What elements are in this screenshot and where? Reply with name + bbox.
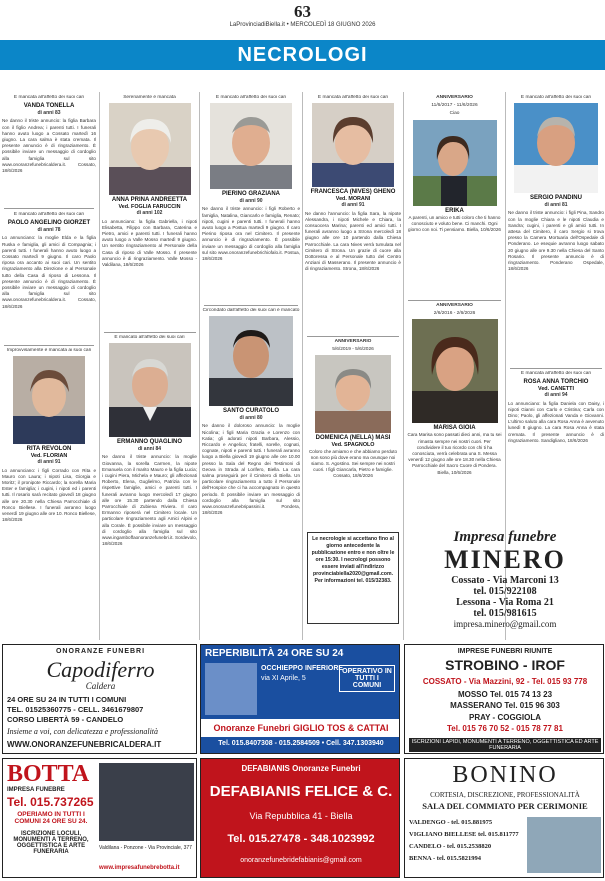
bonino-line-4: VIGLIANO BIELLESE tel. 015.811777 — [409, 831, 519, 838]
obituary-name: ROSA ANNA TORCHIO — [523, 379, 589, 386]
minero-title: Impresa funebre — [453, 529, 557, 545]
obituary-tonella — [2, 95, 96, 217]
defabianis-phone: Tel. 015.27478 - 348.1023992 — [227, 833, 375, 845]
obituary-age: di anni 91 — [341, 202, 365, 209]
bonino-name: BONINO — [452, 762, 558, 788]
obituary-ved: Ved. FLORIAN — [30, 453, 68, 460]
obituary-age: di anni 102 — [136, 210, 163, 217]
obituary-name: RITA REVOLON — [26, 446, 72, 453]
caldera-top: ONORANZE FUNEBRI — [55, 648, 146, 655]
anniversary-text: Coloro che amiamo e che abbiamo perduto non sono più dove erano ma ovunque noi siamo. S. Agostino. Sei sempre nei nostri cuori. I figli Giancarla, Pietro e famiglie. Cossato, 18/6/2026 — [308, 448, 398, 479]
obituary-gheno — [305, 95, 401, 335]
obituary-age: di anni 80 — [239, 415, 263, 422]
column-divider — [99, 92, 100, 640]
column-divider — [302, 92, 303, 640]
bonino-line-1: CORTESIA, DISCREZIONE, PROFESSIONALITÀ — [430, 791, 580, 799]
strobino-line-2: MOSSO Tel. 015 74 13 23 — [457, 690, 553, 699]
divider — [408, 300, 501, 301]
obituary-name: ERMANNO QUAGLINO — [117, 439, 182, 446]
obituary-quaglino — [102, 335, 197, 638]
botta-line-2: ISCRIZIONE LOCULI, MONUMENTI A TERRENO, OGGETTISTICA E ARTE FUNERARIA — [13, 831, 89, 855]
botta-name: BOTTA — [7, 761, 90, 787]
defabianis-top: DEFABIANIS Onoranze Funebri — [241, 764, 361, 773]
caldera-line-4: Insieme a voi, con delicatezza e professionalità — [7, 727, 159, 736]
section-banner: NECROLOGI — [0, 40, 605, 70]
caldera-ad — [2, 644, 197, 754]
strobino-line-3: MASSERANO Tel. 015 96 303 — [450, 701, 560, 710]
page-number: 63 — [294, 2, 311, 21]
obituary-name: PAOLO ANGELINO GIORZET — [7, 220, 91, 227]
portrait-photo — [210, 103, 292, 189]
bonino-building-photo — [527, 817, 601, 873]
obituary-text: Ne danno il triste annuncio: i figli Roberto e famiglia, Natalina, Giancarlo e famiglia, Renato; nipoti, cugini e parenti tutti. I funerali hanno avuto luogo a Postua martedì 9 giugno. Il caro Pierino riposa ora nel Cimitero. Il presente annuncio è di ringraziamento. È possibile inviare un messaggio di cordoglio alla famiglia sul sito www.onoranzefunebrichiofalo.it. Postua, 18/6/2026 — [202, 206, 300, 262]
divider — [4, 345, 94, 346]
anniversary-ved: Ved. SPAGNOLO — [331, 442, 375, 449]
giglio-line-1: REPERIBILITÀ 24 ORE SU 24 — [205, 648, 344, 659]
botta-line-3: Valdilana - Ponzone - Via Provinciale, 377 — [99, 845, 192, 851]
giglio-badge: OPERATIVO IN TUTTI I COMUNI — [339, 665, 395, 692]
anniversary-name: MARISA GIOIA — [433, 425, 476, 432]
divider — [510, 368, 602, 369]
caldera-sub: Caldera — [85, 681, 116, 691]
defabianis-name: DEFABIANIS FELICE & C. — [209, 783, 393, 800]
minero-ad — [406, 527, 604, 631]
portrait-photo — [109, 103, 191, 195]
portrait-photo — [514, 103, 598, 193]
anniversary-kicker: ANNIVERSARIO — [436, 95, 473, 100]
obituary-text: Ne danno il triste annuncio: i figli Pina, Sandro con la moglie Chiara e le nipoti Claudia e Sandra; cugini, i parenti e gli amici tutti. In attesa del Cimitero, il caro Sergio si trova presso la Camera Mortuaria dell'Ospedale di Ponderano. Le esequie avranno luogo sabato 20 giugno alle ore 9.30 nella Chiesa del Santo Rosario. Il presente annuncio è di ringraziamento. Ponderano Ospedale, 18/6/2026 — [508, 210, 604, 272]
botta-website: www.impresafunebrebotta.it — [99, 865, 180, 871]
defabianis-email: onoranzefunebridefabianis@gmail.com — [240, 857, 362, 864]
obituary-age: di anni 84 — [137, 446, 162, 453]
obituary-text: Lo annunciano: i figli Corrado con Rita e Mauro con Laura; i nipoti Lisa, Giorgia e Moritz; il pronipote Riccardo; la sorella Maria Ester e famiglia; i cugini, i nipoti ed i parenti tutti. Il rosario sarà recitato giovedì 18 giugno alle ore 20.30 nella Chiesa Parrocchiale di Ronco Biellese. I funerali avranno luogo venerdì 19 giugno alle ore 10. Ronco Biellese, 18/6/2026 — [2, 467, 96, 523]
obituary-text: Lo annunciano: la moglie Elda e la figlia Ruska e famiglia, gli amici di Compagnia; i parenti tutti. I funerali hanno avuto luogo a Cossato martedì 9 giugno. Il caro Paolo riposa ora accanto ai suoi cari. Un sentito ringraziamento alla Direzione e al Personale tutto della Casa di riposo di Lessona. Il presente annuncio è di ringraziamento. È possibile inviare un messaggio di cordoglio alla famiglia sul sito www.onoranzefunebricaldera.it. Cossato, 18/6/2026 — [2, 235, 96, 309]
obituary-kicker: È mancato all'affetto dei suoi cari — [114, 335, 185, 340]
strobino-line-1: COSSATO - Via Mazzini, 92 - Tel. 015 93 778 — [422, 677, 588, 686]
bonino-line-5: CANDELO - tel. 015.2538820 — [409, 843, 492, 850]
anniversary-dates: 2/6/2016 - 2/6/2026 — [433, 311, 476, 317]
obituary-name: PIERINO GRAZIANA — [221, 191, 280, 198]
defabianis-ad — [200, 758, 400, 878]
anniversary-greeting: Ciao — [449, 111, 460, 117]
caldera-website: WWW.ONORANZEFUNEBRICALDERA.IT — [7, 740, 162, 749]
portrait-photo — [209, 316, 293, 406]
bonino-line-2: SALA DEL COMMIATO PER CERIMONIE — [422, 801, 588, 811]
portrait-photo — [312, 103, 394, 187]
strobino-ad — [404, 644, 604, 754]
anniversary-text: Cara Marisa sono passati dieci anni, ma tu sei rimasta sempre nei nostri cuori. Per condividere il tuo ricordo con chi ti ha conosciuta, verrà celebrata una S. Messa venerdì 12 giugno alle ore 18.30 nella Chiesa Parrocchiale del Sacro Cuore di Pondera. Biella, 10/6/2026 — [407, 432, 502, 475]
anniversary-kicker: ANNIVERSARIO — [334, 339, 372, 344]
divider — [104, 332, 196, 333]
caldera-line-1: 24 ORE SU 24 IN TUTTI I COMUNI — [7, 695, 127, 704]
obituary-age: di anni 81 — [544, 202, 568, 209]
submission-notice — [307, 532, 399, 624]
anniversary-dates: 5/6/2019 - 5/6/2026 — [332, 347, 374, 353]
obituary-name: VANDA TONELLA — [23, 103, 75, 110]
botta-ad — [2, 758, 197, 878]
botta-sub: IMPRESA FUNEBRE — [7, 787, 65, 793]
strobino-line-5: Tel. 015 76 70 52 - 015 78 77 81 — [447, 724, 563, 733]
divider — [4, 208, 94, 209]
caldera-line-2: TEL. 01525360775 - CELL. 3461679807 — [7, 705, 144, 714]
obituary-kicker: Improvvisamente è mancata ai suoi cari — [6, 348, 92, 353]
minero-email: impresa.minero@gmail.com — [453, 619, 557, 629]
strobino-line-6: ISCRIZIONI LAPIDI, MONUMENTI A TERRENO, OGGETTISTICA ED ARTE FUNERARIA — [409, 738, 601, 752]
portrait-photo — [109, 343, 191, 437]
notice-text: Le necrologie si accettano fino al giorno antecedente la pubblicazione entro e non oltre le ore 15:30. I necrologi possono essere inviati all'indirizzo provinciabiella2020@gmail.com. Per informazioni tel. 015/32383. — [311, 536, 395, 584]
strobino-line-4: PRAY - COGGIOLA — [468, 713, 541, 722]
anniversary-name: DOMENICA (NELLA) MASI — [315, 435, 391, 442]
obituary-pandinu — [508, 95, 604, 365]
giglio-photo — [205, 663, 257, 715]
botta-phone: Tel. 015.737265 — [7, 795, 94, 809]
minero-phone-1: tel. 015/922108 — [473, 586, 537, 597]
obituary-text: Ne danno il triste annuncio: la figlia Barbara con il figlio Andrea; i parenti tutti. I funerali hanno avuto luogo a Cossato martedì 16 giugno. La cara salma è stata cremata. Il presente annuncio è di ringraziamento. È possibile inviare un messaggio di cordoglio alla famiglia sul sito www.onoranzefunebricaldera.it. Cossato, 18/6/2026 — [2, 118, 96, 174]
anniversary-kicker: ANNIVERSARIO — [436, 303, 473, 308]
obituary-name: SANTO CURATOLO — [222, 408, 279, 415]
portrait-photo — [412, 319, 498, 423]
obituary-kicker: È mancata all'affetto dei suoi cari — [317, 95, 389, 100]
obituary-ved: Ved. FOGLIA FARUCCIN — [118, 204, 181, 211]
column-divider — [199, 92, 200, 640]
caldera-name: Capodiferro — [46, 657, 155, 682]
bonino-ad — [404, 758, 604, 878]
obituary-torchio — [508, 371, 604, 521]
minero-address-2: Lessona - Via Roma 21 — [456, 597, 554, 608]
caldera-line-3: CORSO LIBERTÀ 59 - CANDELO — [7, 715, 124, 724]
obituary-kicker: Serenamente è mancata — [123, 95, 176, 100]
divider — [307, 336, 399, 337]
obituary-curatolo — [202, 308, 300, 638]
obituary-age: di anni 90 — [239, 198, 263, 205]
anniversary-dates: 11/6/2017 - 11/6/2026 — [431, 103, 478, 109]
bonino-line-6: BENNA - tel. 015.5821994 — [409, 855, 482, 862]
obituary-age: di anni 91 — [37, 459, 61, 466]
obituary-kicker: È mancato all'affetto dei suoi cari — [520, 95, 592, 100]
obituary-name: FRANCESCA (NIVES) GHENO — [310, 189, 396, 196]
obituary-kicker: Circondato dall'affetto dei suoi cari è mancato — [202, 308, 300, 313]
obituary-text: Ne danno il doloroso annuncio: la moglie Nicolina; i figli Maria Grazia e Lorenzo con Katia; gli adorati nipoti Barbara, Alessio, Riccardo e Angelica; fratelli, sorelle, cognati, cognate, nipoti e parenti tutti. I funerali avranno luogo a Biella giovedì 19 giugno alle ore 10.00 presso la Sala del Regno dei Testimoni di Geova in Strada al Lorifero, Biella. La cara salma proseguirà per il Cimitero di Biella. Un particolare ringraziamento a tutto il Personale dell'Hospice che ci ha accompagnato in questo periodo. È possibile inviare un messaggio di cordoglio alla famiglia sul sito www.onoranzefunebripassini.it. Pondera, 18/6/2026 — [202, 423, 300, 516]
portrait-photo — [413, 120, 497, 206]
obituary-text: Lo annunciano: la figlia Gabriella, i nipoti Elisabetta, Filippo con Barbara, Caterina e Pietro, amici e parenti tutti. I funerali hanno avuto luogo a Valle Mosso martedì 9 giugno. Un sentito ringraziamento al Personale della Casa di riposo di Valle Mosso. Il presente annuncio è di ringraziamento. Valle Mosso - Valdilana, 18/6/2026 — [102, 218, 197, 268]
anniversary-erika — [406, 95, 503, 295]
minero-name: MINERO — [444, 545, 566, 574]
obituary-name: SERGIO PANDINU — [530, 195, 582, 202]
obituary-kicker: È mancato all'affetto dei suoi cari — [13, 212, 85, 217]
defabianis-address: Via Repubblica 41 - Biella — [249, 811, 353, 821]
botta-line-1: OPERIAMO IN TUTTI I COMUNI 24 ORE SU 24. — [14, 811, 88, 825]
obituary-text: Ne danno il triste annuncio: la moglie Giovanna, la sorella Carmen, la nipote Emanuela con il marito Mauro e la figlia Lucia; i cugini Piera, Michela e Mauro; gli affezionati Roberto, Elena, Guglielmo, Patrizia con le rispettive famiglie, amici e parenti tutti. I funerali avranno luogo mercoledì 17 giugno alle ore 15.30 partendo dalla Chiesa Parrocchiale di Zubiena Riviera. Il caro Ermanno riposerà nel Cimitero locale. Un particolare ringraziamento agli Amici Alpini e alla Corale. È possibile inviare un messaggio di cordoglio alla famiglia sul sito www.ingamboffaonoranzefunebri.it. Sordevolo, 18/6/2026 — [102, 454, 197, 547]
obituary-age: di anni 94 — [544, 392, 568, 399]
minero-phone-2: tel. 015/981615 — [473, 608, 537, 619]
anniversary-name: ERIKA — [445, 207, 464, 214]
obituary-revolon — [2, 348, 96, 638]
obituary-ved: Ved. MORANI — [335, 196, 371, 203]
strobino-name: STROBINO - IROF — [445, 657, 565, 673]
anniversary-gioia — [406, 303, 503, 523]
obituary-name: ANNA PRINA ANDREETTA — [111, 197, 188, 204]
divider — [204, 305, 298, 306]
anniversary-text: A parenti, un amico e tutti coloro che ti hanno conosciuto e voluto bene. Ci manchi. Ogni giorno con noi. Ti pensiamo. Biella, 10/6/2026 — [408, 214, 501, 233]
strobino-top: IMPRESE FUNEBRI RIUNITE — [457, 648, 553, 655]
portrait-photo — [13, 356, 85, 444]
obituary-ved: Ved. CANETTI — [538, 386, 574, 393]
minero-address-1: Cossato - Via Marconi 13 — [451, 575, 559, 586]
giglio-line-2: OCCHIEPPO INFERIORE — [261, 665, 344, 672]
giglio-line-3: via XI Aprile, 5 — [261, 675, 306, 682]
column-divider — [403, 92, 404, 640]
obituary-graziana — [202, 95, 300, 313]
botta-photo — [99, 763, 194, 841]
obituary-text: Lo annunciano: la figlia Daniela con Daisy, i nipoti Gianni con Carlo e Cristina; Carla con Dino; Paolo, gli affezionati Vanda e Giovanni. L'ultimo saluto alla cara Rosa Anna è avvenuto lunedì 8 giugno. La cara Rosa Anna è stata cremata. Il presente annuncio è di ringraziamento. Sandigliano, 18/6/2026 — [508, 400, 604, 443]
giglio-ad — [200, 644, 400, 754]
obituary-age: di anni 83 — [37, 110, 61, 117]
obituary-giorzet — [2, 212, 96, 342]
obituary-kicker: È mancata all'affetto dei suoi cari — [520, 371, 592, 376]
page-header-line: LaProvinciadiBiella.it • MERCOLEDÌ 18 GIUGNO 2026 — [229, 22, 376, 28]
anniversary-masi — [305, 339, 401, 529]
bonino-line-3: VALDENGO - tel. 015.881975 — [409, 819, 493, 826]
giglio-name: Onoranze Funebri GIGLIO TOS & CATTAI — [201, 719, 400, 737]
obituary-andreetta — [102, 95, 197, 333]
obituary-text: Ne danno l'annuncio: la figlia Sara, la nipote Alessandra, i nipoti Michele e Chiara, la consuocera Marina; parenti ed amici tutti. I funerali avranno luogo a Strona mercoledì 18 giugno alle ore 10 partendo dalla Chiesa Parrocchiale. La cara Nives verrà tumulata nel Cimitero di Strona. Un grazie di cuore alla Dottoressa e al Personale tutto del Centro Anziani di Masserano. Il presente annuncio è di ringraziamento. Strona, 18/6/2026 — [305, 210, 401, 272]
obituary-age: di anni 78 — [37, 227, 61, 234]
giglio-phone: Tel. 015.8407308 - 015.2584509 • Cell. 347.1303940 — [218, 740, 384, 747]
obituary-kicker: È mancato all'affetto dei suoi cari — [215, 95, 287, 100]
obituary-kicker: È mancata all'affetto dei suoi cari — [13, 95, 85, 100]
portrait-photo — [315, 355, 391, 433]
